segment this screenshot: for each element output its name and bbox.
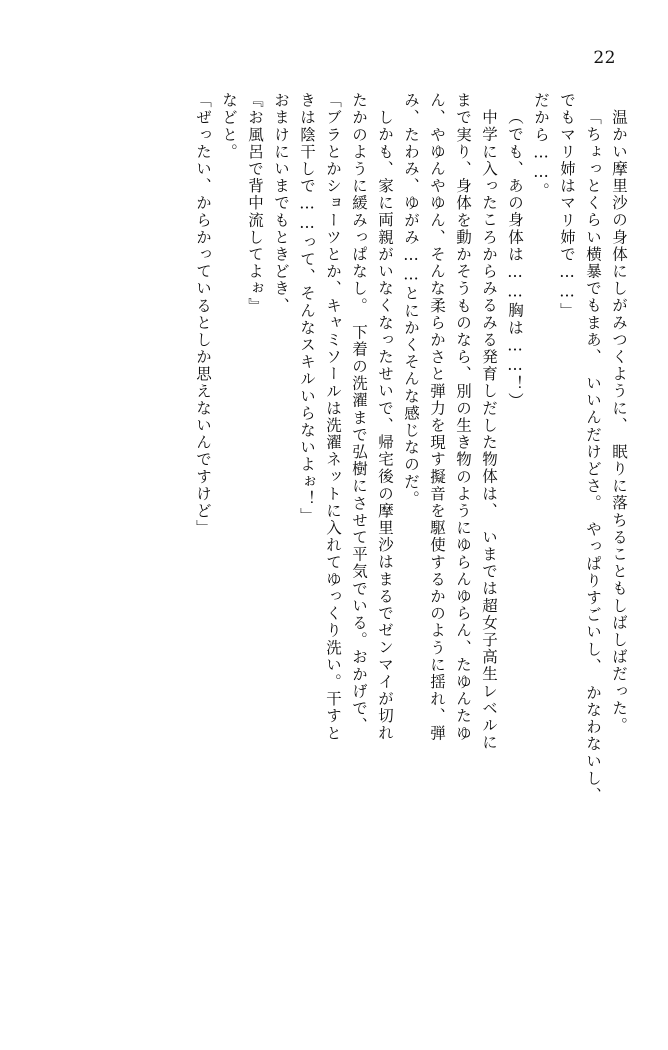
text-line: だから……。 [532,92,550,200]
vertical-body-text [28,92,632,1006]
text-line: おまけにいまでもときどき、 [272,92,290,315]
text-line: （でも、あの身体は……胸は……！） [506,109,524,410]
text-line: 温かい摩里沙の身体にしがみつくように、 眠りに落ちることもしばしばだった。 [610,109,628,734]
text-line: まで実り、身体を動かそうものなら、別の生き物のようにゆらんゆらん、たゆんたゆ [454,92,472,742]
text-line: 「ちょっとくらい横暴でもまあ、 いいんだけどさ。 やっぱりすごいし、 かなわないし、 [584,109,602,804]
text-line: きは陰干しで……って、そんなスキルいらないよぉ！」 [298,92,316,525]
text-line: などと。 [220,92,238,161]
page-number: 22 [593,48,616,68]
text-line: 『お風呂で背中流してよぉ』 [246,92,264,315]
text-line: しかも、家に両親がいなくなったせいで、帰宅後の摩里沙はまるでゼンマイが切れ [376,109,394,742]
text-line: み、たわみ、ゆがみ……とにかくそんな感じなのだ。 [402,92,420,508]
text-line: 「ぜったい、からかっているとしか思えないんですけど」 [194,92,212,537]
text-line: ん、やゆんやゆん、そんな柔らかさと弾力を現す擬音を駆使するかのように揺れ、弾 [428,92,446,742]
text-line: たかのように緩みっぱなし。 下着の洗濯まで弘樹にさせて平気でいる。おかげで、 [350,92,368,735]
text-line: 「ブラとかショーツとか、キャミソールは洗濯ネットに入れてゆっくり洗い。干すと [324,92,342,742]
text-line: 中学に入ったころからみるみる発育しだした物体は、 いまでは超女子高生レベルに [480,109,498,752]
text-line: でもマリ姉はマリ姉で……」 [558,92,576,320]
